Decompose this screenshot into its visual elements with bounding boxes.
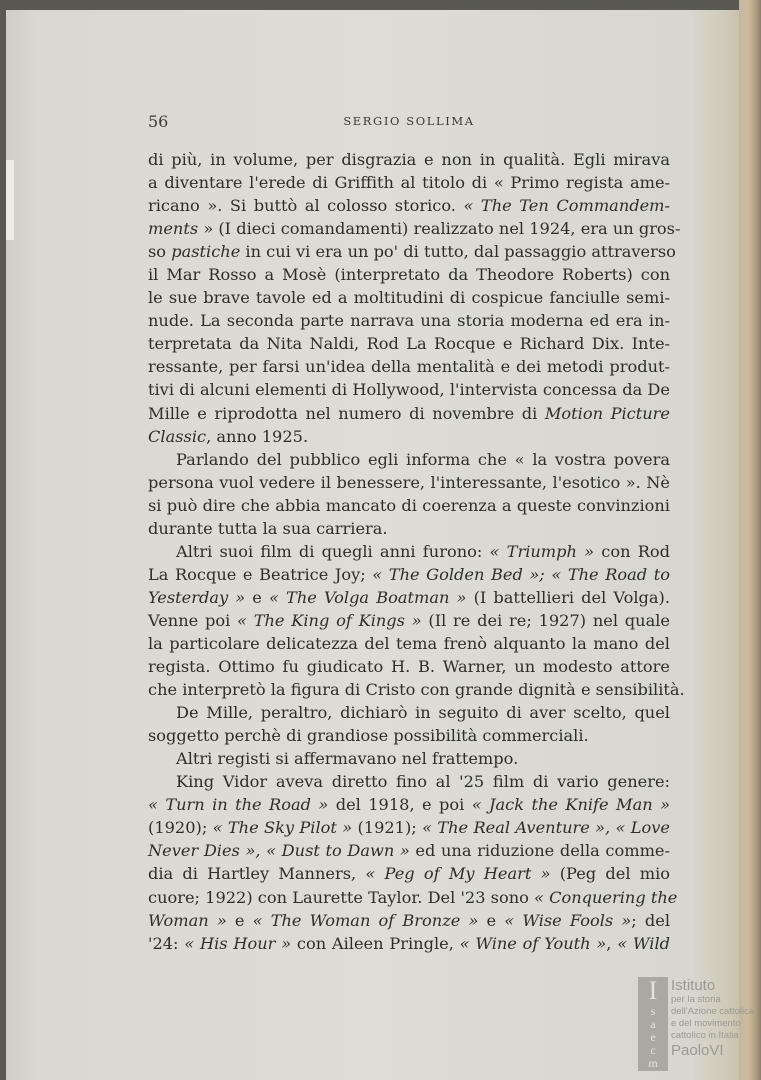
italic-title-text: « Wild [617, 933, 670, 953]
watermark-line: cattolico in Italia [671, 1030, 739, 1041]
watermark-text [671, 977, 754, 1059]
text-line [148, 263, 670, 286]
text-line [148, 378, 670, 401]
italic-title-text: « The Woman of Bronze » [252, 910, 479, 930]
text-line [148, 632, 670, 655]
text-segment: nude. La seconda parte narrava una storia moderna ed era in- [148, 311, 670, 331]
text-segment: (1921); [352, 818, 423, 838]
italic-title-text: « Turn in the Road » [148, 795, 329, 815]
text-line [148, 609, 670, 632]
text-segment: Venne poi [148, 610, 238, 630]
text-line [148, 148, 670, 171]
text-line [148, 862, 670, 885]
italic-title-text: « The Real Aventure », « Love [422, 818, 670, 838]
text-segment: '24: [148, 933, 185, 953]
text-segment: , anno 1925. [206, 426, 309, 446]
monogram-letter: I [648, 977, 658, 1005]
text-segment: King Vidor aveva diretto fino al '25 film di vario genere: [176, 772, 670, 792]
text-line [148, 563, 670, 586]
italic-title-text: « The King of Kings » [237, 610, 422, 630]
watermark-line: dell'Azione cattolica [671, 1006, 755, 1017]
text-segment: terpretata da Nita Naldi, Rod La Rocque e Richard Dix. Inte- [148, 334, 670, 354]
italic-title-text: Yesterday » [148, 587, 246, 607]
text-segment: la particolare delicatezza del tema frenò alquanto la mano del [148, 633, 670, 653]
watermark-line: e del movimento [671, 1018, 741, 1029]
text-segment: Mille e riprodotta nel numero di novembre di [148, 403, 545, 423]
institute-watermark-logo [638, 977, 758, 1071]
italic-title-text: « The Sky Pilot » [212, 818, 353, 838]
text-segment: e [478, 910, 505, 930]
text-segment: e [226, 910, 253, 930]
monogram-letter: m [648, 1057, 658, 1070]
italic-title-text: « Conquering the [534, 887, 678, 907]
text-line [148, 909, 670, 932]
text-segment: , [606, 933, 618, 953]
text-segment: con Aileen Pringle, [291, 933, 460, 953]
page-header [148, 112, 670, 132]
text-segment: (1920); [148, 818, 213, 838]
text-line [148, 194, 670, 217]
italic-title-text: « The Golden Bed »; « The Road to [372, 564, 670, 584]
monogram-letter: s [650, 1005, 656, 1018]
text-line [148, 724, 670, 747]
italic-title-text: Never Dies », « Dust to Dawn » [148, 841, 410, 861]
text-line [148, 655, 670, 678]
text-segment: dia di Hartley Manners, [148, 864, 366, 884]
text-line [148, 217, 681, 240]
text-segment: ; del [631, 910, 671, 930]
text-segment: (I battellieri del Volga). [466, 587, 670, 607]
text-line [148, 540, 670, 563]
text-segment: De Mille, peraltro, dichiarò in seguito di aver scelto, quel [176, 703, 670, 723]
italic-title-text: « Wise Fools » [504, 910, 632, 930]
text-segment: ricano ». Si buttò al colosso storico. [148, 196, 464, 216]
page-number: 56 [148, 112, 169, 131]
italic-title-text: « His Hour » [184, 933, 292, 953]
italic-title-text: ments [148, 219, 199, 239]
italic-title-text: « Jack the Knife Man » [471, 795, 671, 815]
text-segment: con Rod [594, 541, 670, 561]
text-line [148, 171, 670, 194]
text-line [148, 747, 670, 770]
text-line [148, 332, 670, 355]
text-segment: Altri suoi film di quegli anni furono: [176, 541, 490, 561]
text-segment: ed una riduzione della comme- [409, 841, 670, 861]
paper-tab [6, 160, 14, 240]
text-line [148, 240, 676, 263]
text-line [148, 471, 670, 494]
running-title: SERGIO SOLLIMA [343, 114, 475, 128]
text-line [148, 425, 670, 448]
text-line [148, 678, 685, 701]
text-line [148, 586, 670, 609]
text-segment: soggetto perchè di grandiose possibilità commerciali. [148, 726, 589, 746]
text-segment: in cui vi era un po' di tutto, dal passaggio attraverso [240, 242, 676, 262]
italic-title-text: Woman » [148, 910, 227, 930]
text-segment: del 1918, e poi [328, 795, 472, 815]
text-line [148, 770, 670, 793]
text-segment: (Peg del mio [550, 864, 670, 884]
text-segment: (Il re dei re; 1927) nel quale [421, 610, 670, 630]
text-segment: le sue brave tavole ed a moltitudini di cospicue fanciulle semi- [148, 288, 670, 308]
text-line [148, 886, 678, 909]
watermark-line: per la storia [671, 994, 721, 1005]
italic-title-text: « The Ten Commandem- [463, 196, 671, 216]
monogram [638, 977, 668, 1071]
page-edges [739, 0, 761, 1080]
body-text [148, 148, 685, 955]
italic-title-text: « Peg of My Heart » [365, 864, 551, 884]
italic-title-text: « Wine of Youth » [459, 933, 607, 953]
text-line [148, 309, 670, 332]
italic-title-text: Classic [148, 426, 207, 446]
text-line [148, 402, 670, 425]
text-line [148, 839, 670, 862]
text-segment: persona vuol vedere il benessere, l'interessante, l'esotico ». Nè [148, 472, 670, 492]
text-segment: che interpretò la figura di Cristo con grande dignità e sensibilità. [148, 680, 685, 700]
watermark-line: Istituto [671, 977, 716, 994]
text-segment: di più, in volume, per disgrazia e non in qualità. Egli mirava [148, 150, 670, 169]
italic-title-text: Motion Picture [544, 403, 670, 423]
italic-title-text: « Triumph » [489, 541, 595, 561]
text-line [148, 932, 670, 955]
text-segment: Altri registi si affermavano nel frattempo. [176, 749, 519, 769]
text-segment: Parlando del pubblico egli informa che « la vostra povera [176, 449, 670, 469]
text-segment: La Rocque e Beatrice Joy; [148, 564, 373, 584]
text-line [148, 701, 670, 724]
text-line [148, 286, 670, 309]
text-segment: a diventare l'erede di Griffith al titolo di « Primo regista ame- [148, 173, 670, 193]
text-line [148, 494, 670, 517]
text-segment: tivi di alcuni elementi di Hollywood, l'intervista concessa da De [148, 380, 670, 400]
text-segment: ressante, per farsi un'idea della mentalità e dei metodi produt- [148, 357, 670, 377]
text-segment: cuore; 1922) con Laurette Taylor. Del '23 sono [148, 887, 535, 907]
text-line [148, 816, 670, 839]
text-segment: so [148, 242, 172, 262]
text-line [148, 793, 670, 816]
text-segment: il Mar Rosso a Mosè (interpretato da Theodore Roberts) con [148, 265, 670, 285]
watermark-line: PaoloVI [671, 1042, 724, 1059]
text-line [148, 355, 670, 378]
monogram-letter: a [650, 1018, 656, 1031]
text-line [148, 517, 670, 540]
monogram-letter: c [650, 1044, 656, 1057]
monogram-letter: e [650, 1031, 656, 1044]
text-segment: » (I dieci comandamenti) realizzato nel 1924, era un gros- [198, 219, 681, 239]
italic-title-text: pastiche [171, 242, 241, 262]
text-segment: durante tutta la sua carriera. [148, 518, 388, 538]
italic-title-text: « The Volga Boatman » [269, 587, 467, 607]
text-line [148, 448, 670, 471]
text-segment: regista. Ottimo fu giudicato H. B. Warner, un modesto attore [148, 657, 670, 677]
text-segment: e [245, 587, 269, 607]
text-segment: si può dire che abbia mancato di coerenza a queste convinzioni [148, 495, 670, 515]
